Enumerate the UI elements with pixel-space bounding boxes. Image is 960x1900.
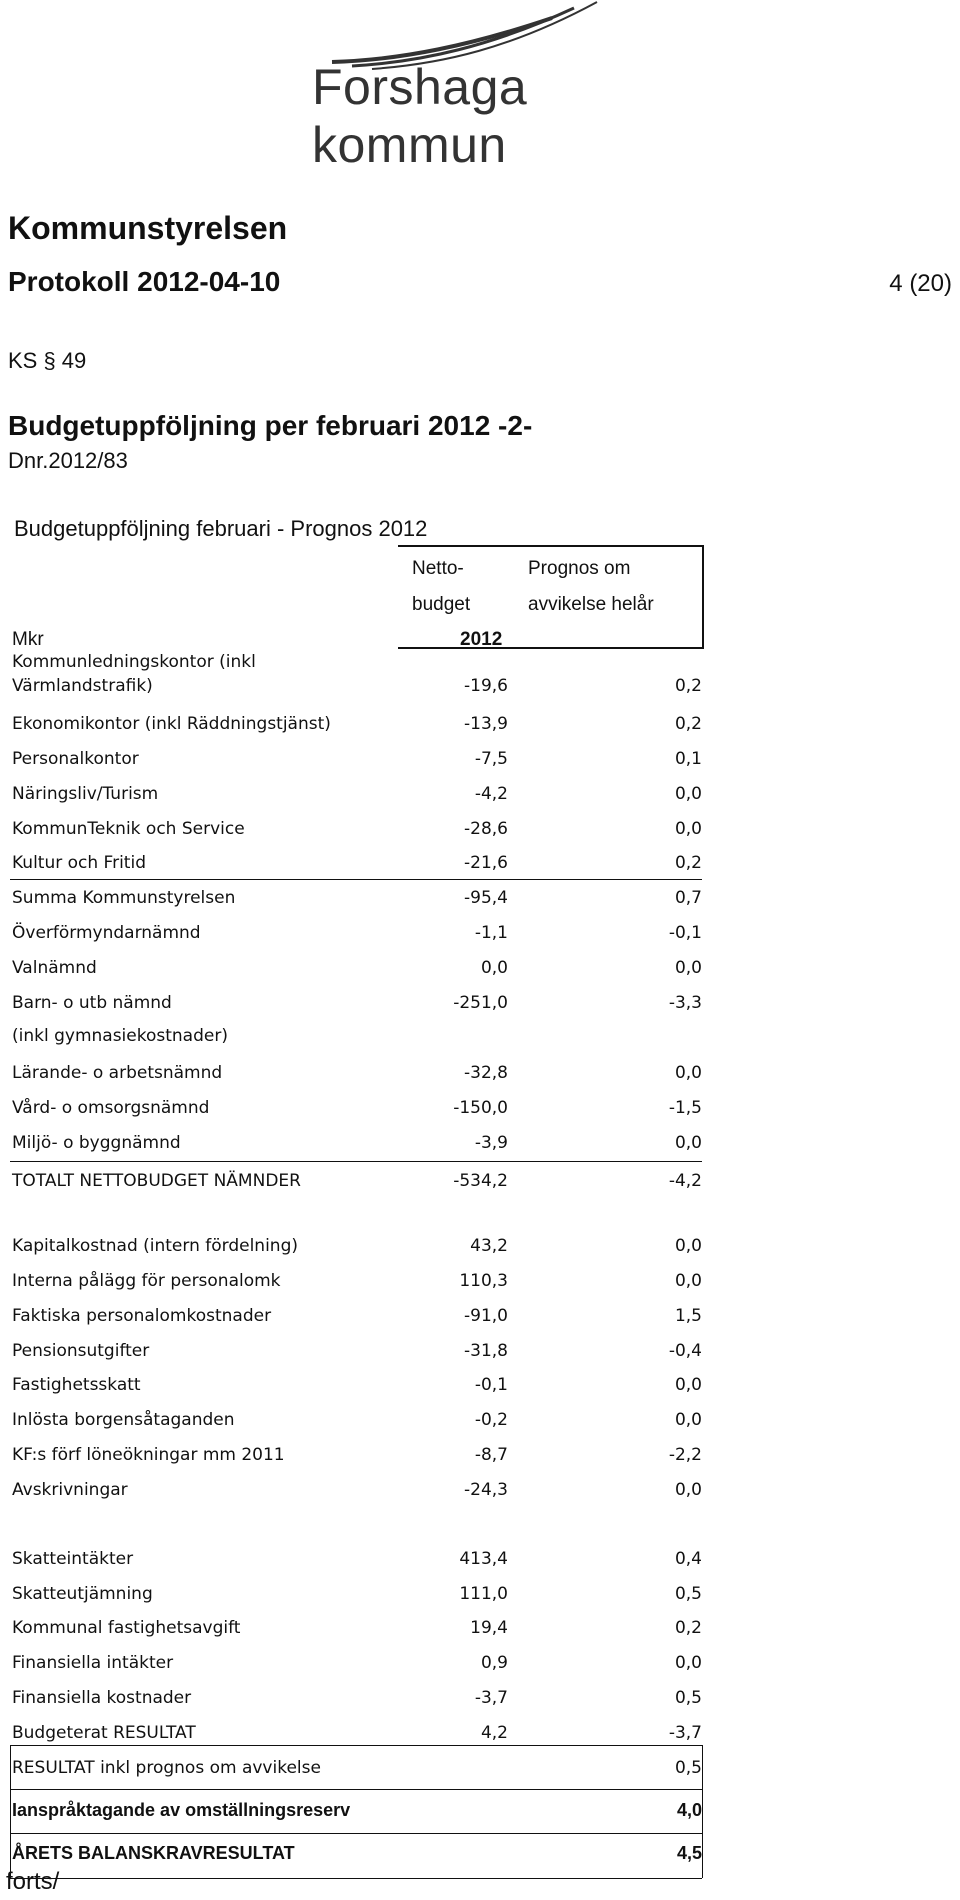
- table-row: [12, 1306, 702, 1340]
- page-number: 4 (20): [889, 270, 952, 297]
- table-rule: [10, 1833, 702, 1834]
- table-row: [12, 1653, 702, 1687]
- row-prognos: 0,1: [674, 749, 702, 769]
- row-budget: 43,2: [470, 1236, 508, 1256]
- row-budget: -534,2: [453, 1171, 508, 1191]
- row-label: Miljö- o byggnämnd: [12, 1133, 181, 1153]
- row-label: Värmlandstrafik): [12, 676, 153, 696]
- row-label: Vård- o omsorgsnämnd: [12, 1098, 210, 1118]
- row-prognos: -0,4: [668, 1341, 702, 1361]
- table-row: [12, 1723, 702, 1757]
- table-row: [12, 993, 702, 1027]
- diary-number: Dnr.2012/83: [8, 448, 128, 473]
- row-budget: 19,4: [470, 1618, 508, 1638]
- row-budget: -3,7: [474, 1688, 508, 1708]
- row-prognos: 0,0: [674, 1133, 702, 1153]
- row-label: Kultur och Fritid: [12, 853, 146, 873]
- row-label: (inkl gymnasiekostnader): [12, 1026, 228, 1046]
- logo-wordmark: Forshaga kommun: [312, 59, 528, 173]
- protocol-heading: Protokoll 2012-04-10: [8, 266, 281, 297]
- table-row: [12, 1800, 702, 1834]
- row-budget: -19,6: [464, 676, 508, 696]
- row-prognos: 0,5: [674, 1758, 702, 1778]
- table-row: [12, 958, 702, 992]
- row-budget: -4,2: [474, 784, 508, 804]
- row-prognos: 0,0: [674, 1653, 702, 1673]
- table-row: [12, 714, 702, 748]
- row-label: Inlösta borgensåtaganden: [12, 1410, 235, 1430]
- row-budget: -251,0: [453, 993, 508, 1013]
- row-label: Ianspråktagande av omställningsreserv: [12, 1800, 351, 1820]
- row-label: Finansiella intäkter: [12, 1653, 174, 1673]
- table-row: [12, 853, 702, 887]
- row-label: ÅRETS BALANSKRAVRESULTAT: [12, 1843, 295, 1863]
- row-budget: -3,9: [474, 1133, 508, 1153]
- row-budget: -7,5: [474, 749, 508, 769]
- row-prognos: 0,0: [674, 1063, 702, 1083]
- row-label: Överförmyndarnämnd: [12, 923, 201, 943]
- row-prognos: 0,2: [674, 676, 702, 696]
- row-label: Fastighetsskatt: [12, 1375, 141, 1395]
- row-budget: 110,3: [459, 1271, 508, 1291]
- col-netto-line2: budget: [412, 594, 471, 615]
- row-label: Budgeterat RESULTAT: [12, 1723, 196, 1743]
- year-label: 2012: [460, 629, 503, 650]
- row-prognos: 0,0: [674, 1375, 702, 1395]
- row-prognos: 0,0: [674, 1480, 702, 1500]
- table-row: [12, 1375, 702, 1409]
- table-row: [12, 1098, 702, 1132]
- unit-label: Mkr: [12, 629, 44, 650]
- table-rule: [702, 1745, 703, 1878]
- row-budget: -0,1: [474, 1375, 508, 1395]
- row-prognos: 4,5: [676, 1843, 702, 1863]
- row-prognos: 0,0: [674, 958, 702, 978]
- row-label: Kommunledningskontor (inkl: [12, 652, 256, 672]
- row-budget: -24,3: [464, 1480, 508, 1500]
- table-row: [12, 1688, 702, 1722]
- row-label: Kommunal fastighetsavgift: [12, 1618, 241, 1638]
- table-row: [12, 1063, 702, 1097]
- row-label: RESULTAT inkl prognos om avvikelse: [12, 1758, 321, 1778]
- row-budget: -21,6: [464, 853, 508, 873]
- row-prognos: 0,7: [674, 888, 702, 908]
- subject-heading: Budgetuppföljning per februari 2012 -2-: [8, 410, 533, 441]
- row-prognos: 0,0: [674, 819, 702, 839]
- row-budget: -31,8: [464, 1341, 508, 1361]
- row-prognos: 0,0: [674, 1410, 702, 1430]
- row-label: Summa Kommunstyrelsen: [12, 888, 236, 908]
- row-label: Kapitalkostnad (intern fördelning): [12, 1236, 299, 1256]
- row-budget: -150,0: [453, 1098, 508, 1118]
- row-label: Finansiella kostnader: [12, 1688, 192, 1708]
- row-label: Skatteintäkter: [12, 1549, 134, 1569]
- table-row: [12, 1341, 702, 1375]
- row-prognos: -3,3: [668, 993, 702, 1013]
- table-row: [12, 923, 702, 957]
- row-budget: -0,2: [474, 1410, 508, 1430]
- office-heading: Kommunstyrelsen: [8, 210, 288, 246]
- row-budget: -91,0: [464, 1306, 508, 1326]
- continued-note: forts/: [6, 1868, 60, 1895]
- ks-reference: KS § 49: [8, 348, 87, 373]
- row-label: Barn- o utb nämnd: [12, 993, 172, 1013]
- row-label: Näringsliv/Turism: [12, 784, 159, 804]
- table-row: [12, 1236, 702, 1270]
- col-prognos-line2: avvikelse helår: [528, 594, 654, 615]
- row-prognos: 0,4: [674, 1549, 702, 1569]
- row-label: Skatteutjämning: [12, 1584, 153, 1604]
- row-label: Lärande- o arbetsnämnd: [12, 1063, 223, 1083]
- row-budget: -8,7: [474, 1445, 508, 1465]
- row-label: Ekonomikontor (inkl Räddningstjänst): [12, 714, 331, 734]
- row-label: KommunTeknik och Service: [12, 819, 245, 839]
- row-budget: 0,9: [480, 1653, 508, 1673]
- row-budget: 413,4: [459, 1549, 508, 1569]
- row-prognos: -4,2: [668, 1171, 702, 1191]
- row-prognos: -1,5: [668, 1098, 702, 1118]
- table-row: [12, 1549, 702, 1583]
- row-prognos: 0,5: [674, 1584, 702, 1604]
- row-prognos: -0,1: [668, 923, 702, 943]
- row-prognos: 0,0: [674, 784, 702, 804]
- row-prognos: 1,5: [674, 1306, 702, 1326]
- table-rule: [10, 1745, 702, 1746]
- row-label: Interna pålägg för personalomk: [12, 1271, 281, 1291]
- row-label: Faktiska personalomkostnader: [12, 1306, 272, 1326]
- row-budget: -1,1: [474, 923, 508, 943]
- table-row: [12, 749, 702, 783]
- row-prognos: -3,7: [668, 1723, 702, 1743]
- row-prognos: 0,0: [674, 1236, 702, 1256]
- row-prognos: 0,2: [674, 853, 702, 873]
- row-prognos: 0,2: [674, 1618, 702, 1638]
- row-prognos: 0,2: [674, 714, 702, 734]
- table-row: [12, 1410, 702, 1444]
- table-row: [12, 1445, 702, 1479]
- row-label: TOTALT NETTOBUDGET NÄMNDER: [12, 1171, 301, 1191]
- row-prognos: -2,2: [668, 1445, 702, 1465]
- col-netto-line1: Netto-: [412, 558, 464, 579]
- table-row: [12, 1480, 702, 1514]
- row-budget: -28,6: [464, 819, 508, 839]
- row-label: Personalkontor: [12, 749, 139, 769]
- table-row: [12, 819, 702, 853]
- table-row: [12, 1843, 702, 1877]
- table-row: [12, 784, 702, 818]
- table-row: [12, 1026, 702, 1060]
- table-rule: [10, 879, 702, 880]
- table-rule: [10, 1745, 11, 1878]
- table-rule: [10, 1161, 702, 1162]
- row-budget: 4,2: [480, 1723, 508, 1743]
- table-row: [12, 1618, 702, 1652]
- row-label: KF:s förf löneökningar mm 2011: [12, 1445, 285, 1465]
- row-prognos: 4,0: [676, 1800, 702, 1820]
- row-label: Avskrivningar: [12, 1480, 128, 1500]
- table-row: [12, 1271, 702, 1305]
- row-budget: -95,4: [464, 888, 508, 908]
- table-title: Budgetuppföljning februari - Prognos 2012: [14, 516, 428, 541]
- row-prognos: 0,0: [674, 1271, 702, 1291]
- table-rule: [10, 1789, 702, 1790]
- row-budget: -13,9: [464, 714, 508, 734]
- table-row: [12, 1171, 702, 1205]
- row-budget: -32,8: [464, 1063, 508, 1083]
- table-row: [12, 888, 702, 922]
- col-prognos-line1: Prognos om: [528, 558, 631, 579]
- row-budget: 111,0: [459, 1584, 508, 1604]
- row-budget: 0,0: [480, 958, 508, 978]
- table-row: [12, 676, 702, 710]
- table-row: [12, 1758, 702, 1792]
- row-label: Pensionsutgifter: [12, 1341, 150, 1361]
- table-row: [12, 1584, 702, 1618]
- row-prognos: 0,5: [674, 1688, 702, 1708]
- row-label: Valnämnd: [12, 958, 97, 978]
- table-rule: [10, 1878, 702, 1879]
